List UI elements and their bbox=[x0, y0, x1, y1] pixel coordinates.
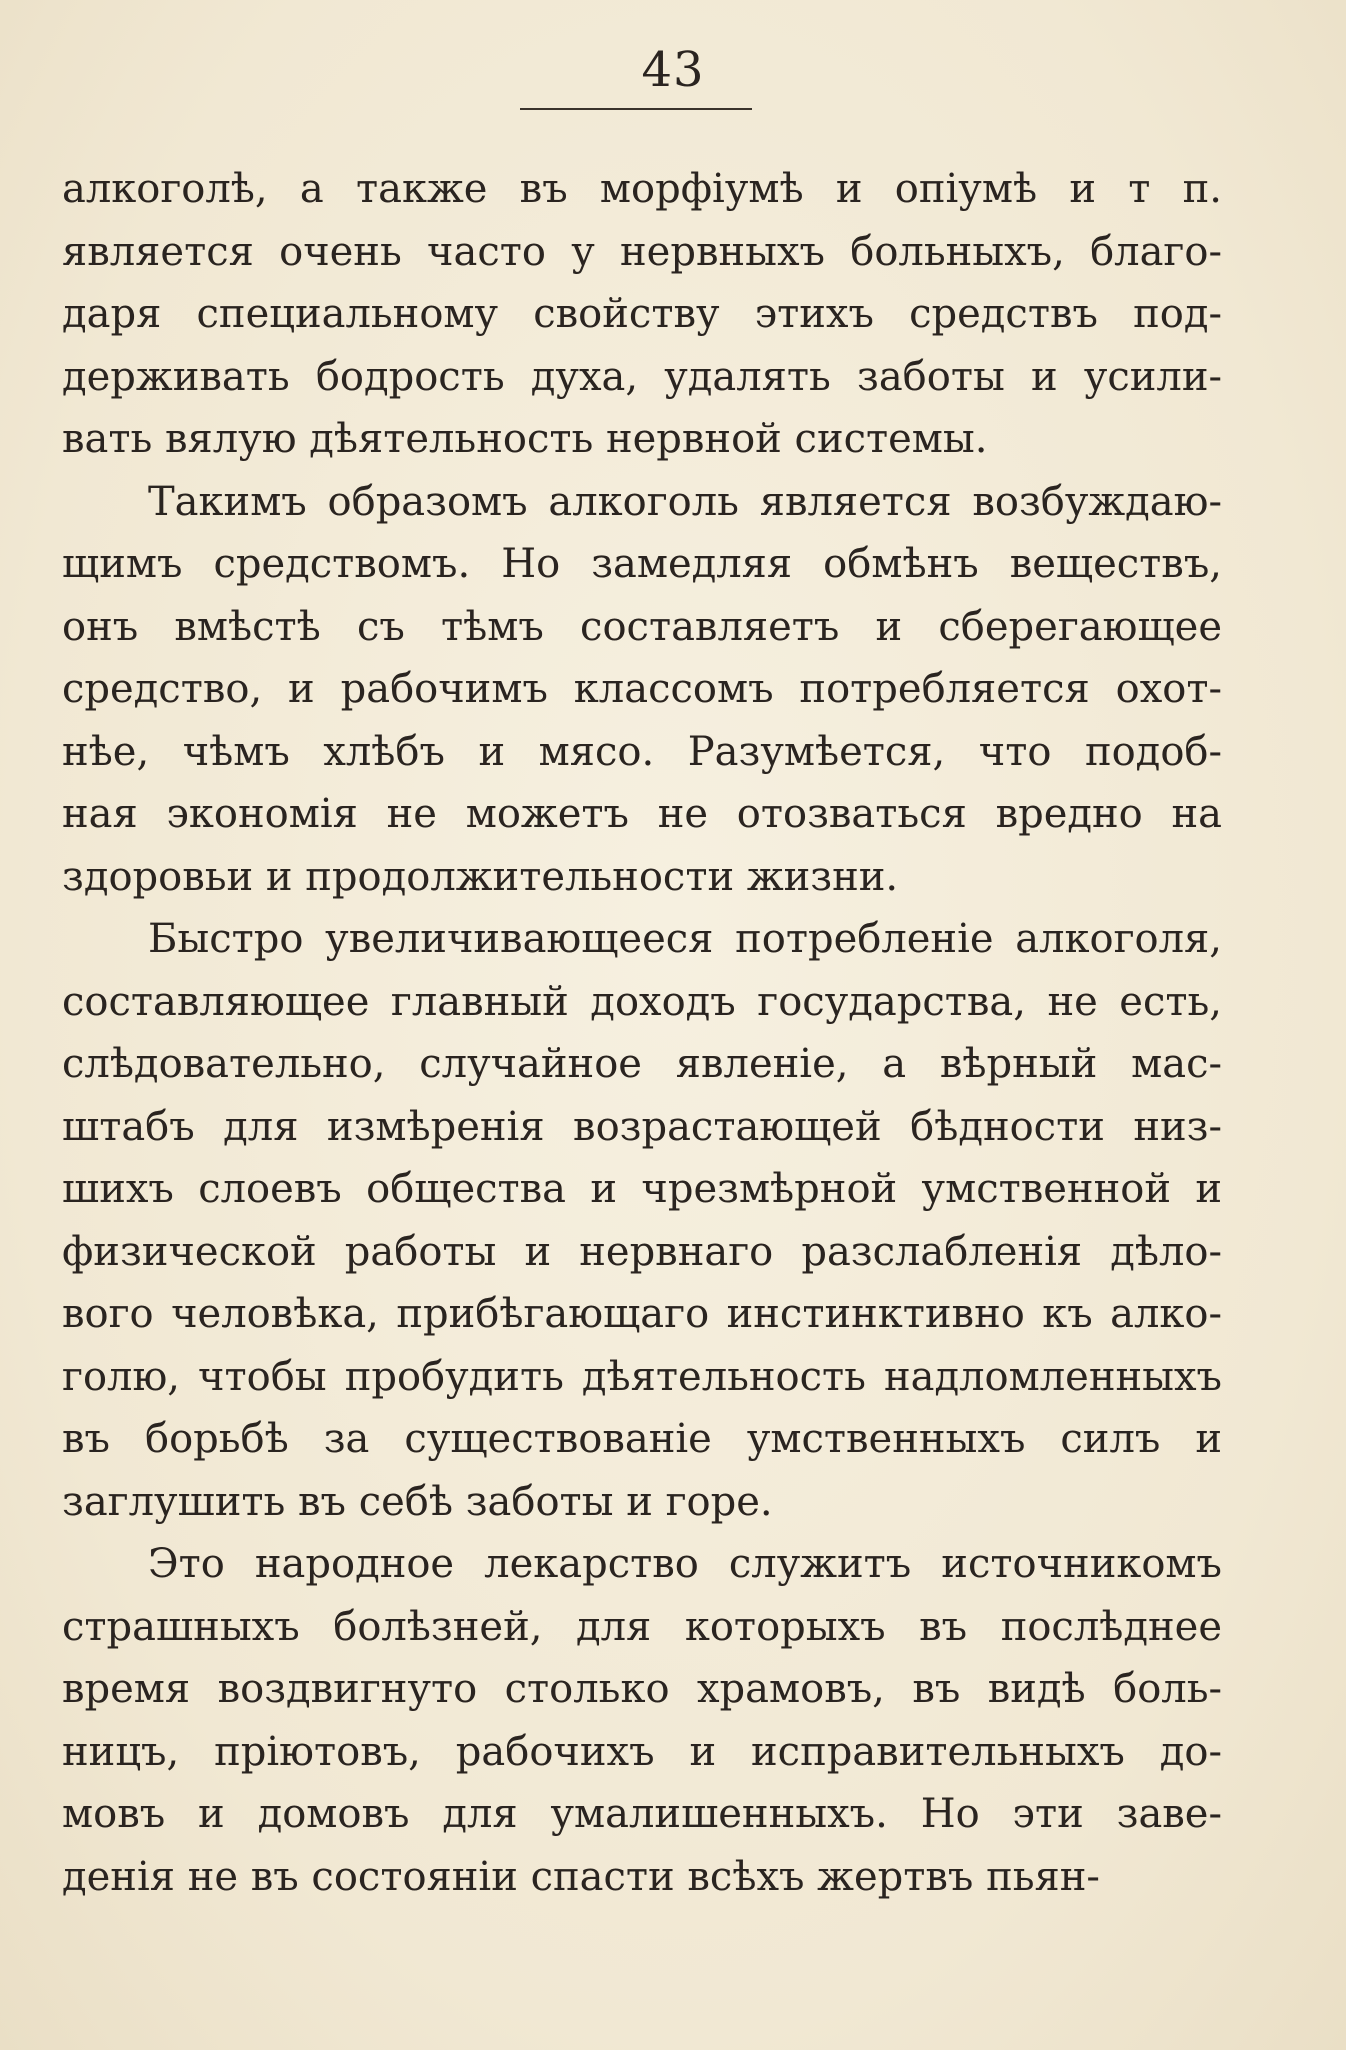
paragraph bbox=[62, 1533, 1222, 1908]
header-rule bbox=[520, 108, 752, 110]
paragraph bbox=[62, 908, 1222, 1533]
text-line: голю, чтобы пробудить дѣятельность надломленныхъ bbox=[62, 1353, 1222, 1400]
text-line: держивать бодрость духа, удалять заботы и усили- bbox=[62, 353, 1222, 400]
text-line: время воздвигнуто столько храмовъ, въ видѣ боль- bbox=[62, 1666, 1222, 1712]
text-line: ницъ, пріютовъ, рабочихъ и исправительныхъ до- bbox=[62, 1728, 1222, 1775]
text-line: нѣе, чѣмъ хлѣбъ и мясо. Разумѣется, что подоб- bbox=[62, 728, 1222, 775]
text-line: щимъ средствомъ. Но замедляя обмѣнъ веществъ, bbox=[62, 541, 1222, 587]
text-line: страшныхъ болѣзней, для которыхъ въ послѣднее bbox=[62, 1603, 1222, 1650]
text-line: средство, и рабочимъ классомъ потребляется охот- bbox=[62, 666, 1222, 712]
text-line: Такимъ образомъ алкоголь является возбуждаю- bbox=[148, 478, 1222, 525]
text-line: алкоголѣ, а также въ морфіумѣ и опіумѣ и т п. bbox=[62, 166, 1222, 212]
text-line: Это народное лекарство служитъ источникомъ bbox=[148, 1541, 1222, 1587]
text-line: слѣдовательно, случайное явленіе, а вѣрный мас- bbox=[62, 1041, 1222, 1087]
text-line: вать вялую дѣятельность нервной системы. bbox=[62, 416, 988, 462]
text-line: здоровьи и продолжительности жизни. bbox=[62, 853, 899, 900]
body-text bbox=[62, 158, 1222, 1908]
text-line: физической работы и нервнаго разслабленія дѣло- bbox=[62, 1228, 1222, 1275]
text-line: онъ вмѣстѣ съ тѣмъ составляетъ и сберегающее bbox=[62, 603, 1222, 650]
paragraph bbox=[62, 471, 1222, 909]
text-line: шихъ слоевъ общества и чрезмѣрной умственной и bbox=[62, 1166, 1222, 1212]
page-number: 43 bbox=[641, 42, 705, 98]
text-line: вого человѣка, прибѣгающаго инстинктивно къ алко- bbox=[62, 1291, 1222, 1337]
text-line: является очень часто у нервныхъ больныхъ, благо- bbox=[62, 228, 1222, 275]
text-line: денія не въ состояніи спасти всѣхъ жертвъ пьян- bbox=[62, 1853, 1100, 1900]
text-line: даря специальному свойству этихъ средствъ под- bbox=[62, 291, 1222, 337]
text-line: мовъ и домовъ для умалишенныхъ. Но эти заве- bbox=[62, 1791, 1222, 1837]
text-line: составляющее главный доходъ государства, не есть, bbox=[62, 978, 1222, 1025]
text-line: заглушить въ себѣ заботы и горе. bbox=[62, 1478, 773, 1525]
text-line: штабъ для измѣренія возрастающей бѣдности низ- bbox=[62, 1103, 1222, 1150]
text-line: Быстро увеличивающееся потребленіе алкоголя, bbox=[148, 916, 1222, 962]
text-line: въ борьбѣ за существованіе умственныхъ силъ и bbox=[62, 1416, 1222, 1462]
paragraph bbox=[62, 158, 1222, 471]
text-line: ная экономія не можетъ не отозваться вредно на bbox=[62, 791, 1222, 837]
